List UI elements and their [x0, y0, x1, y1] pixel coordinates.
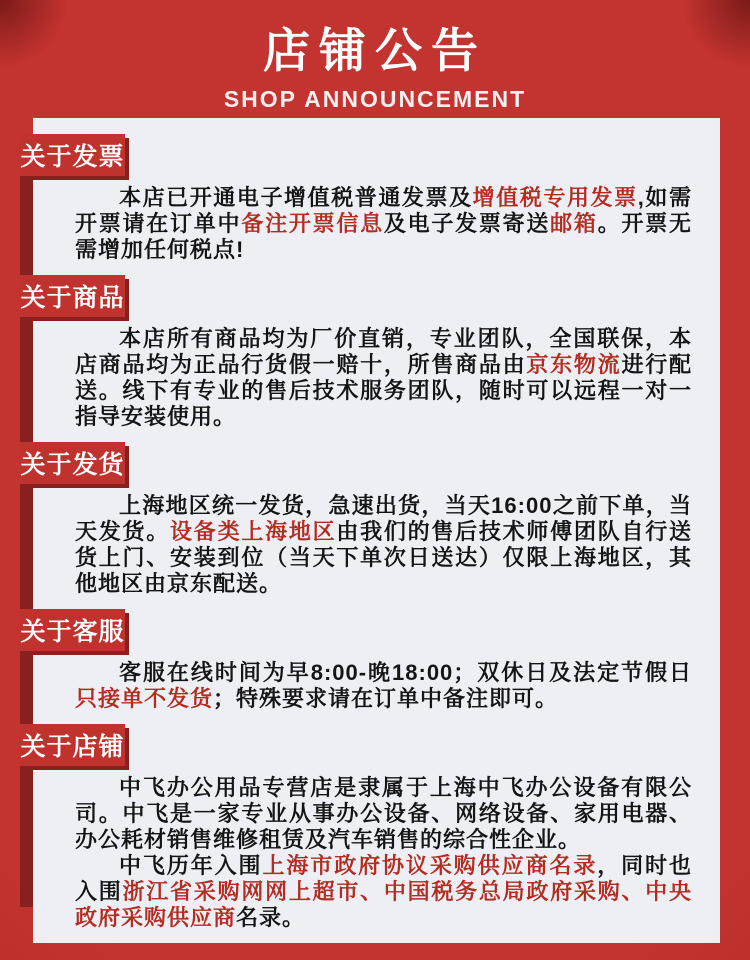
section-tab [20, 134, 125, 176]
body-text: 本店所有商品均为厂价直销，专业团队，全国联保，本店商品均为正品行货假一赔十，所售商品由 [75, 326, 692, 377]
body-text: ,如需开票请在订单中 [75, 185, 692, 236]
body-text: 客服在线时间为早8:00-晚18:00；双休日及法定节假日 [119, 660, 692, 685]
section-tab [20, 275, 125, 317]
section-body [75, 326, 692, 430]
announcement-header [0, 0, 750, 113]
highlight-text: 增值税专用发票 [472, 185, 638, 210]
left-ribbon-shadow [20, 135, 33, 907]
highlight-text: 邮箱 [550, 211, 598, 236]
page-title: 店铺公告 [263, 24, 487, 77]
section-tab-label: 关于客服 [20, 618, 125, 646]
section-tab-label: 关于发货 [20, 451, 125, 479]
body-text: 上海地区统一发货，急速出货，当天16:00之前下单，当天发货。 [75, 493, 692, 544]
announcement-section [20, 609, 692, 712]
section-tab-label: 关于商品 [20, 284, 125, 312]
body-text: 由我们的售后技术师傅团队自行送货上门、安装到位（当天下单次日送达）仅限上海地区，其他地区由京东配送。 [75, 519, 692, 596]
announcement-section [20, 724, 692, 931]
body-text: 中飞历年入围 [119, 853, 263, 878]
highlight-text: 京东物流 [526, 352, 622, 377]
section-body [75, 185, 692, 263]
highlight-text: 备注开票信息 [241, 211, 384, 236]
section-paragraph [75, 660, 692, 712]
announcement-section [20, 134, 692, 263]
section-tab [20, 442, 125, 484]
section-paragraph [75, 326, 692, 430]
body-text: 中飞办公用品专营店是隶属于上海中飞办公设备有限公司。中飞是一家专业从事办公设备、网络设备、家用电器、办公耗材销售维修租赁及汽车销售的综合性企业。 [75, 775, 692, 852]
section-tab [20, 609, 125, 651]
highlight-text: 设备类上海地区 [170, 519, 337, 544]
section-tab-label: 关于发票 [20, 143, 125, 171]
content-panel [20, 118, 720, 943]
section-body [75, 660, 692, 712]
body-text: 。开票无需增加任何税点! [75, 211, 692, 262]
highlight-text: 只接单不发货 [75, 686, 214, 711]
highlight-text: 浙江省采购网网上超市、中国税务总局政府采购、中央政府采购供应商 [75, 879, 692, 930]
section-tab-label: 关于店铺 [20, 733, 125, 761]
body-text: ；特殊要求请在订单中备注即可。 [213, 686, 559, 711]
page-subtitle: SHOP ANNOUNCEMENT [223, 85, 527, 112]
body-text: 名录。 [236, 905, 306, 930]
announcement-section [20, 442, 692, 597]
section-body [75, 493, 692, 597]
highlight-text: 上海市政府协议采购供应商名录 [262, 853, 598, 878]
section-paragraph [75, 775, 692, 853]
sections [20, 134, 692, 931]
body-text: 及电子发票寄送 [383, 211, 551, 236]
section-paragraph [75, 493, 692, 597]
section-tab [20, 724, 125, 766]
body-text: 本店已开通电子增值税普通发票及 [119, 185, 473, 210]
section-paragraph [75, 185, 692, 263]
body-text: 进行配送。线下有专业的售后技术服务团队，随时可以远程一对一指导安装使用。 [75, 352, 692, 429]
announcement-section [20, 275, 692, 430]
section-paragraph [75, 853, 692, 931]
body-text: ，同时也入围 [75, 853, 692, 904]
section-body [75, 775, 692, 931]
